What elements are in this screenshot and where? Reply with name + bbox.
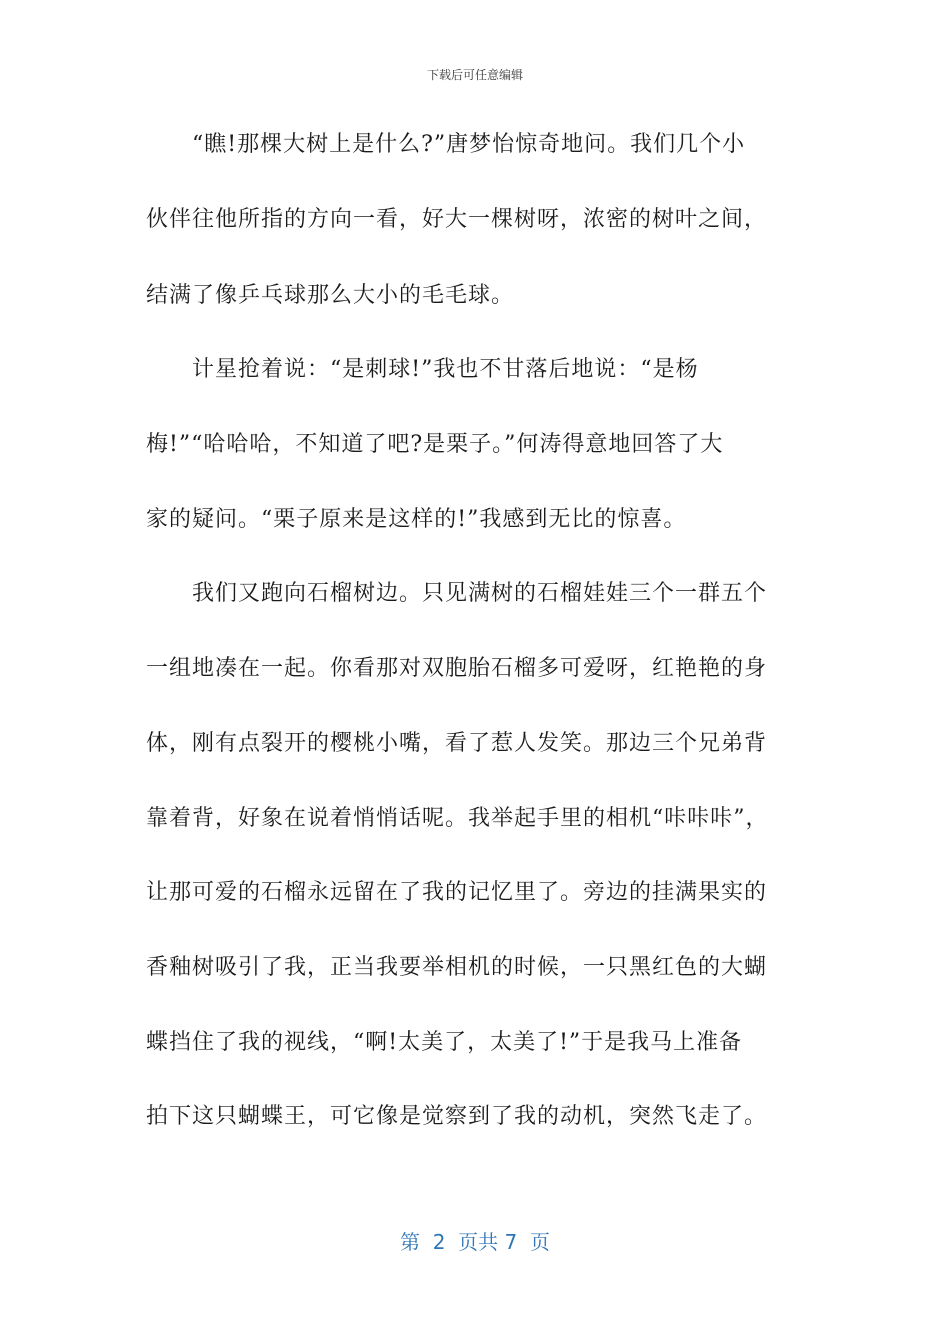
text-line: “瞧!那棵大树上是什么?”唐梦怡惊奇地问。我们几个小 bbox=[146, 132, 746, 157]
page-header: 下载后可任意编辑 bbox=[426, 68, 523, 82]
text-line: 蝶挡住了我的视线，“啊!太美了，太美了!”于是我马上准备 bbox=[146, 1030, 743, 1055]
text-line: 我们又跑向石榴树边。只见满树的石榴娃娃三个一群五个 bbox=[146, 581, 768, 606]
text-line: 一组地凑在一起。你看那对双胞胎石榴多可爱呀，红艳艳的身 bbox=[146, 656, 768, 681]
text-line: 结满了像乒乓球那么大小的毛毛球。 bbox=[146, 283, 515, 308]
text-line: 计星抢着说：“是刺球!”我也不甘落后地说：“是杨 bbox=[146, 357, 699, 382]
text-line: 香釉树吸引了我，正当我要举相机的时候，一只黑红色的大蝴 bbox=[146, 955, 768, 980]
text-line: 拍下这只蝴蝶王，可它像是觉察到了我的动机，突然飞走了。 bbox=[146, 1104, 768, 1129]
page-number-footer: 第 2 页共 7 页 bbox=[400, 1230, 550, 1254]
text-line: 体，刚有点裂开的樱桃小嘴，看了惹人发笑。那边三个兄弟背 bbox=[146, 731, 768, 756]
text-line: 家的疑问。“栗子原来是这样的!”我感到无比的惊喜。 bbox=[146, 507, 687, 532]
text-line: 伙伴往他所指的方向一看，好大一棵树呀，浓密的树叶之间， bbox=[146, 207, 768, 232]
text-line: 让那可爱的石榴永远留在了我的记忆里了。旁边的挂满果实的 bbox=[146, 880, 768, 905]
text-line: 靠着背，好象在说着悄悄话呢。我举起手里的相机“咔咔咔”， bbox=[146, 806, 769, 831]
text-line: 梅!”“哈哈哈，不知道了吧?是栗子。”何涛得意地回答了大 bbox=[146, 432, 724, 457]
